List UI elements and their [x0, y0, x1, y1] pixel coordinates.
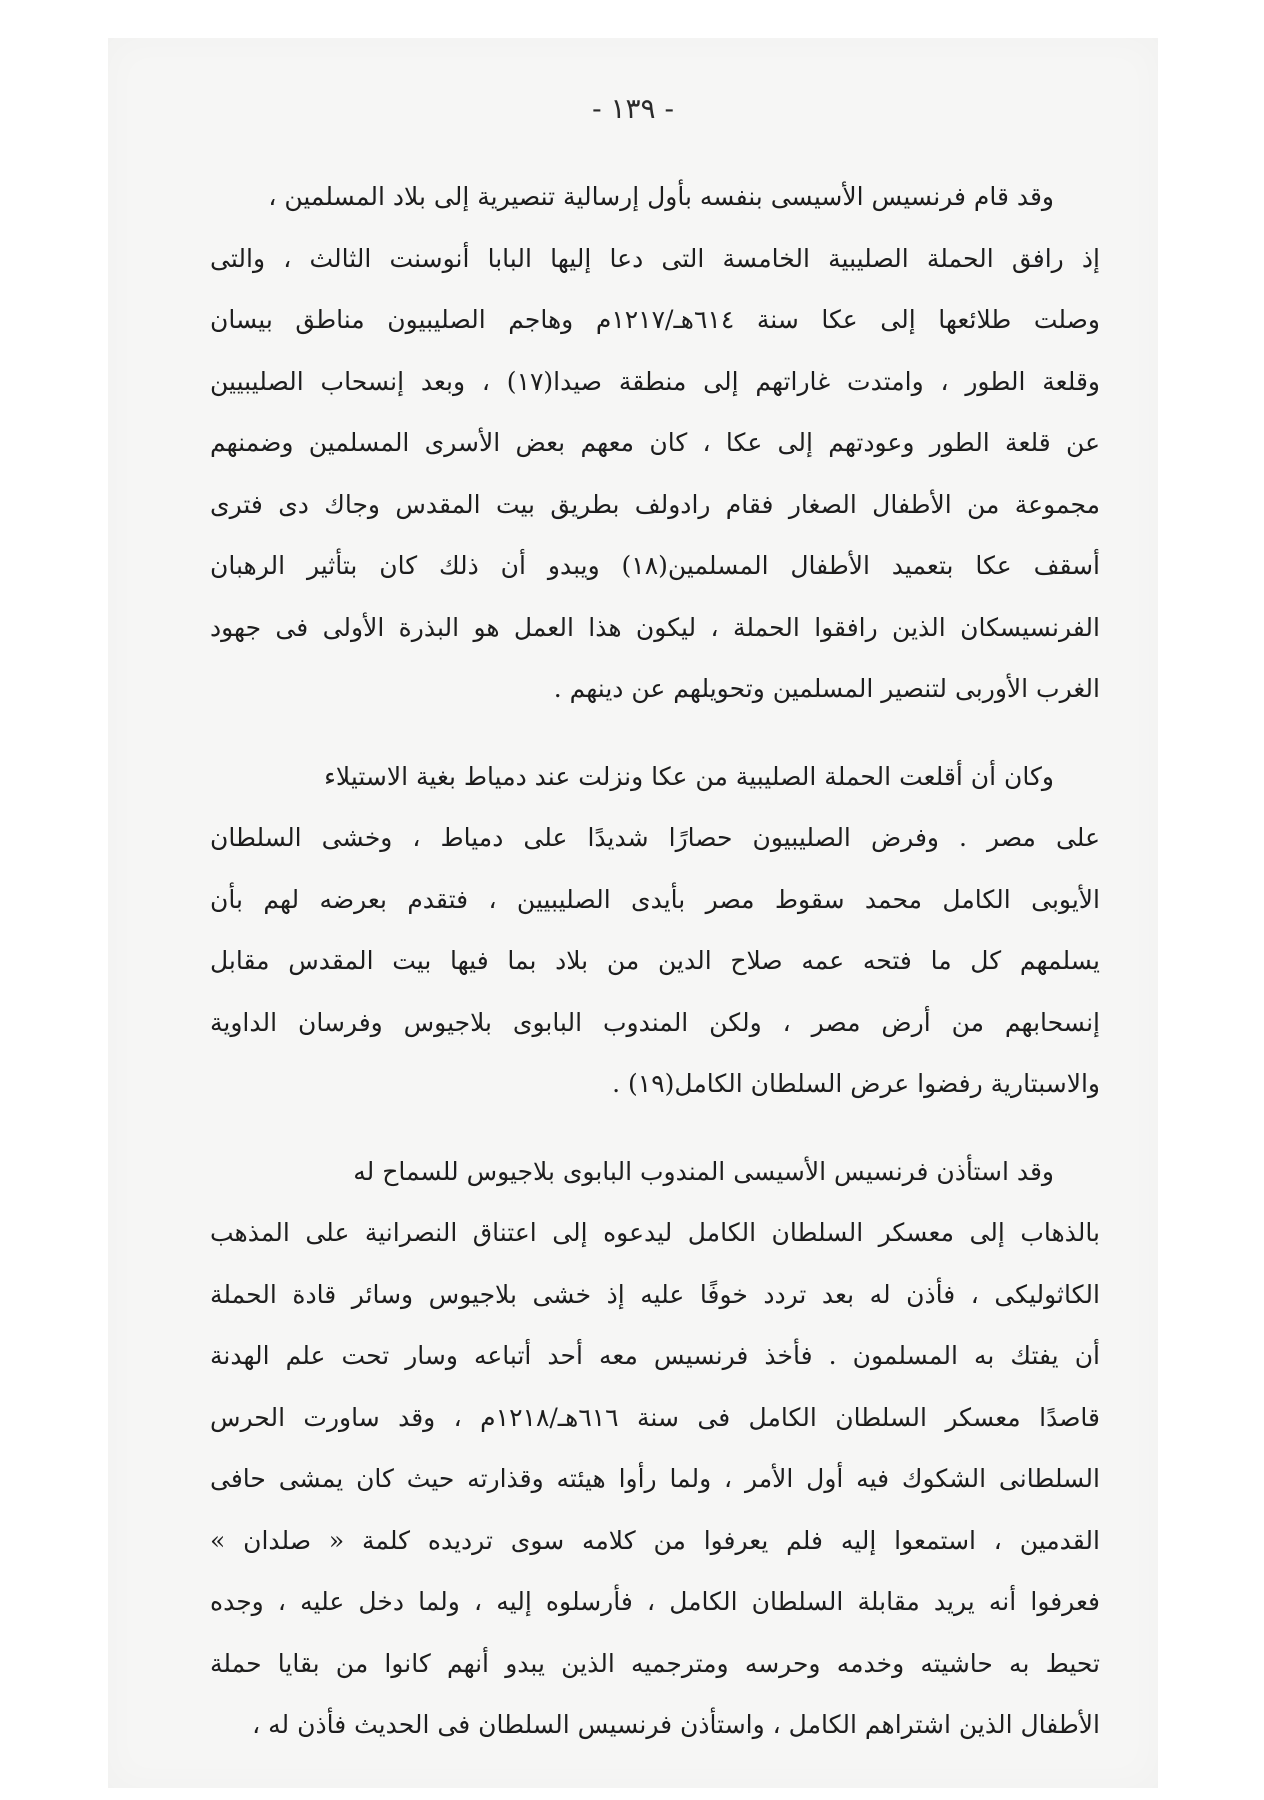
text-line: وصلت طلائعها إلى عكا سنة ٦١٤هـ/١٢١٧م وهاجم الصليبيون مناطق بيسان: [210, 305, 1100, 334]
text-line: أسقف عكا بتعميد الأطفال المسلمين(١٨) ويبدو أن ذلك كان بتأثير الرهبان: [210, 551, 1100, 580]
text-line: الفرنسيسكان الذين رافقوا الحملة ، ليكون هذا العمل هو البذرة الأولى فى جهود: [210, 612, 1100, 642]
text-line: وقد قام فرنسيس الأسيسى بنفسه بأول إرسالية تنصيرية إلى بلاد المسلمين ،: [268, 182, 1054, 211]
paragraph-gap: [210, 1115, 1100, 1141]
scanned-page: [108, 38, 1158, 1788]
paragraph-2: [210, 746, 1100, 1115]
text-line: على مصر . وفرض الصليبيون حصارًا شديدًا على دمياط ، وخشى السلطان: [210, 823, 1100, 852]
text-line: والاسبتارية رفضوا عرض السلطان الكامل(١٩) .: [612, 1069, 1100, 1098]
paragraph-3: [210, 1141, 1100, 1756]
text-line: فعرفوا أنه يريد مقابلة السلطان الكامل ، فأرسلوه إليه ، ولما دخل عليه ، وجده: [210, 1587, 1100, 1616]
text-line: عن قلعة الطور وعودتهم إلى عكا ، كان معهم بعض الأسرى المسلمين وضمنهم: [210, 428, 1100, 457]
text-line: بالذهاب إلى معسكر السلطان الكامل ليدعوه إلى اعتناق النصرانية على المذهب: [210, 1218, 1100, 1247]
text-line: يسلمهم كل ما فتحه عمه صلاح الدين من بلاد بما فيها بيت المقدس مقابل: [210, 946, 1100, 975]
text-line: الأطفال الذين اشتراهم الكامل ، واستأذن فرنسيس السلطان فى الحديث فأذن له ،: [252, 1710, 1100, 1739]
text-line: مجموعة من الأطفال الصغار فقام رادولف بطريق بيت المقدس وجاك دى فترى: [210, 489, 1100, 519]
text-line: القدمين ، استمعوا إليه فلم يعرفوا من كلامه سوى ترديده كلمة « صلدان »: [210, 1525, 1100, 1555]
paragraph-1: [210, 166, 1100, 720]
text-line: الغرب الأوربى لتنصير المسلمين وتحويلهم عن دينهم .: [553, 674, 1100, 703]
text-line: وكان أن أقلعت الحملة الصليبية من عكا ونزلت عند دمياط بغية الاستيلاء: [324, 761, 1054, 791]
text-line: الكاثوليكى ، فأذن له بعد تردد خوفًا عليه إذ خشى بلاجيوس وسائر قادة الحملة: [210, 1279, 1100, 1309]
text-line: تحيط به حاشيته وخدمه وحرسه ومترجميه الذين يبدو أنهم كانوا من بقايا حملة: [210, 1648, 1100, 1678]
text-line: أن يفتك به المسلمون . فأخذ فرنسيس معه أحد أتباعه وسار تحت علم الهدنة: [210, 1341, 1100, 1370]
body-text: [210, 166, 1100, 1756]
text-line: وقد استأذن فرنسيس الأسيسى المندوب البابوى بلاجيوس للسماح له: [353, 1156, 1054, 1186]
text-line: إنسحابهم من أرض مصر ، ولكن المندوب البابوى بلاجيوس وفرسان الداوية: [210, 1007, 1100, 1037]
text-line: وقلعة الطور ، وامتدت غاراتهم إلى منطقة صيدا(١٧) ، وبعد إنسحاب الصليبيين: [210, 366, 1100, 396]
text-line: قاصدًا معسكر السلطان الكامل فى سنة ٦١٦هـ/١٢١٨م ، وقد ساورت الحرس: [210, 1402, 1100, 1432]
text-line: الأيوبى الكامل محمد سقوط مصر بأيدى الصليبيين ، فتقدم بعرضه لهم بأن: [210, 884, 1100, 914]
paragraph-gap: [210, 720, 1100, 746]
page-number: - ١٣٩ -: [592, 92, 674, 125]
text-line: السلطانى الشكوك فيه أول الأمر ، ولما رأوا هيئته وقذارته حيث كان يمشى حافى: [210, 1464, 1100, 1493]
text-line: إذ رافق الحملة الصليبية الخامسة التى دعا إليها البابا أنوسنت الثالث ، والتى: [210, 243, 1100, 273]
